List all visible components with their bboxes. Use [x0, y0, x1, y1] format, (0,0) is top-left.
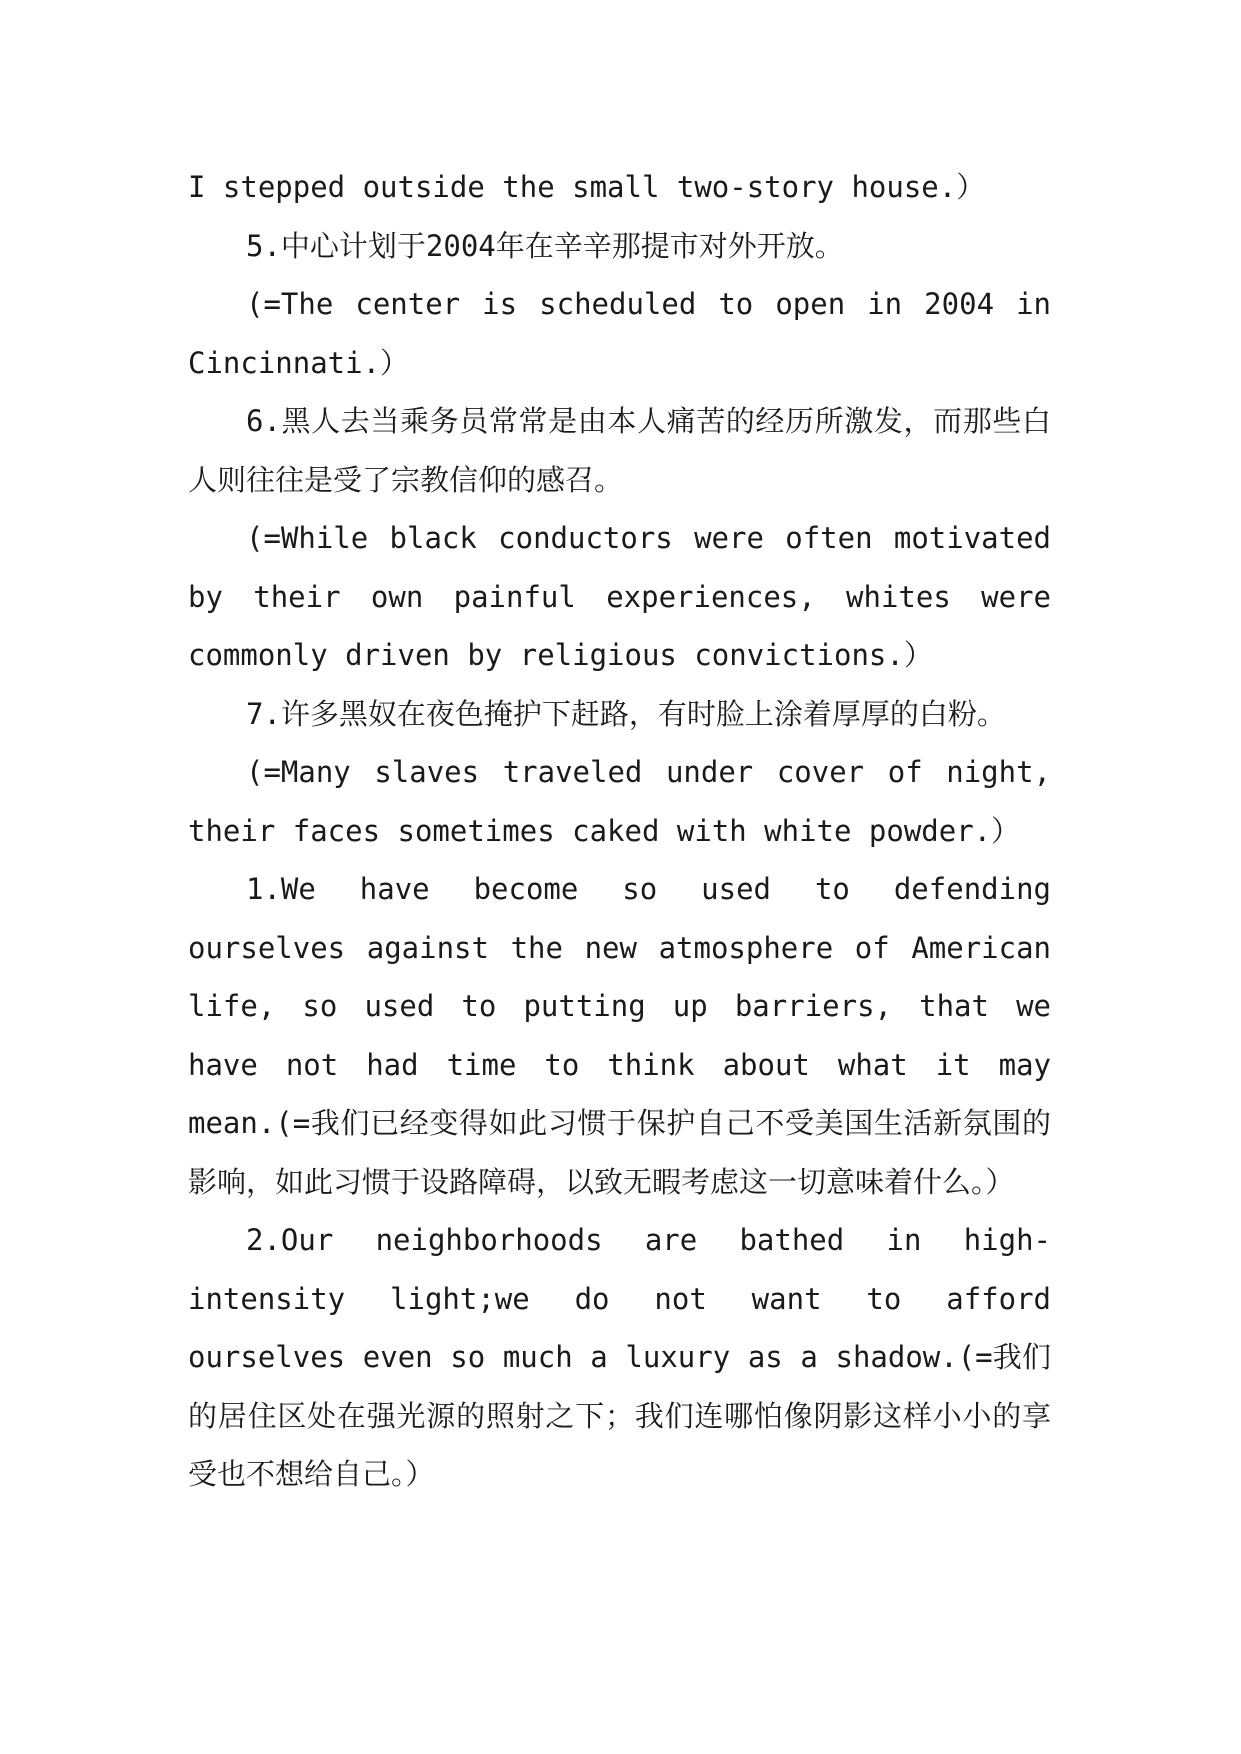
paragraph-5-chinese: 5.中心计划于2004年在辛辛那提市对外开放。: [246, 228, 844, 263]
paragraph-7-english: (=Many slaves traveled under cover of night, their faces sometimes caked with white powder.）: [188, 755, 1051, 848]
paragraph-continued: I stepped outside the small two-story house.）: [188, 170, 986, 204]
paragraph-7-chinese: 7.许多黑奴在夜色掩护下赶路，有时脸上涂着厚厚的白粉。: [246, 696, 1006, 731]
paragraph-2-bilingual: 2.Our neighborhoods are bathed in high-intensity light;we do not want to afford ourselves even so much a luxury as a shadow.(=我们的居住区处在强光源的照射之下；我们连哪怕像阴影这样小小的享受也不想给自己。）: [188, 1223, 1051, 1491]
paragraph-5-english: (=The center is scheduled to open in 2004 in Cincinnati.）: [188, 287, 1051, 380]
paragraph-6-chinese: 6.黑人去当乘务员常常是由本人痛苦的经历所激发，而那些白人则往往是受了宗教信仰的感召。: [188, 404, 1051, 497]
paragraph-1-bilingual: 1.We have become so used to defending ourselves against the new atmosphere of American life, so used to putting up barriers, that we have not had time to think about what it may mean.(=我们已经变得如此习惯于保护自己不受美国生活新氛围的影响，如此习惯于设路障碍，以致无暇考虑这一切意味着什么。）: [188, 872, 1051, 1199]
document-body: [188, 158, 1051, 1504]
paragraph-6-english: (=While black conductors were often motivated by their own painful experiences, whites were commonly driven by religious convictions.）: [188, 521, 1051, 672]
